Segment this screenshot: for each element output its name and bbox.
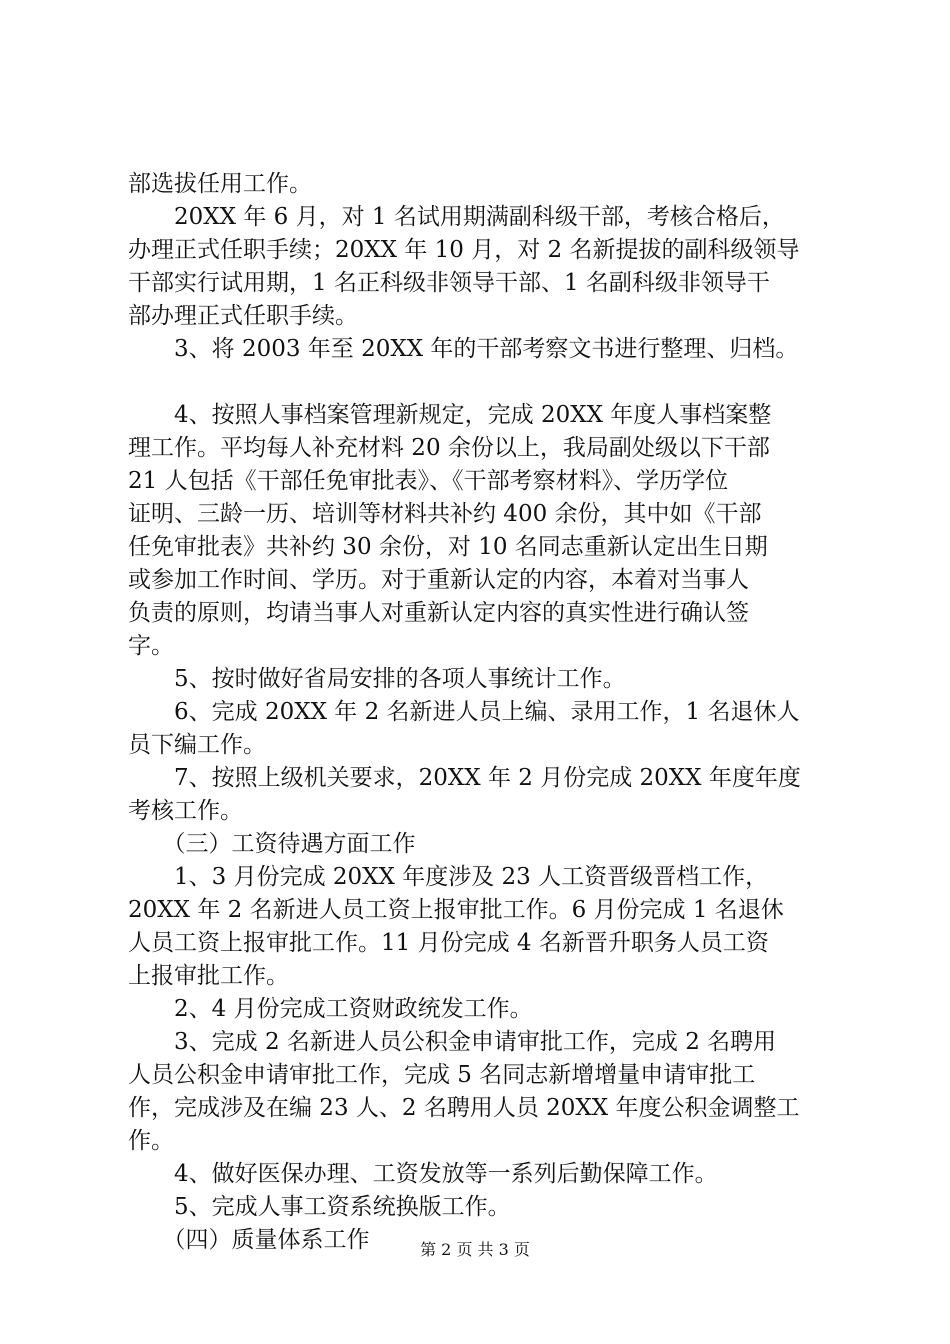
- text-line: 21 人包括《干部任免审批表》、《干部考察材料》、学历学位: [128, 468, 729, 494]
- text-line: 5、完成人事工资系统换版工作。: [128, 1194, 511, 1220]
- text-line: 考核工作。: [128, 798, 243, 824]
- text-line: 办理正式任职手续；20XX 年 10 月，对 2 名新提拔的副科级领导: [128, 237, 800, 263]
- text-line: 员下编工作。: [128, 732, 266, 758]
- text-line: 人员工资上报审批工作。11 月份完成 4 名新晋升职务人员工资: [128, 930, 769, 956]
- text-line: 理工作。平均每人补充材料 20 余份以上，我局副处级以下干部: [128, 435, 770, 461]
- text-line: 上报审批工作。: [128, 963, 289, 989]
- text-line: 部办理正式任职手续。: [128, 303, 358, 329]
- text-line: 1、3 月份完成 20XX 年度涉及 23 人工资晋级晋档工作，: [128, 864, 769, 890]
- text-line: 4、做好医保办理、工资发放等一系列后勤保障工作。: [128, 1161, 718, 1187]
- text-line: 作。: [128, 1128, 174, 1154]
- section-heading: （三）工资待遇方面工作: [128, 831, 416, 857]
- document-body: [128, 168, 838, 1257]
- page-number: 第 2 页 共 3 页: [420, 1240, 530, 1259]
- text-line: 负责的原则，均请当事人对重新认定内容的真实性进行确认签: [128, 600, 749, 626]
- text-line: 干部实行试用期，1 名正科级非领导干部、1 名副科级非领导干: [128, 270, 770, 296]
- text-line: 20XX 年 2 名新进人员工资上报审批工作。6 月份完成 1 名退休: [128, 897, 784, 923]
- text-line: 人员公积金申请审批工作，完成 5 名同志新增增量申请审批工: [128, 1062, 756, 1088]
- text-line: 3、完成 2 名新进人员公积金申请审批工作，完成 2 名聘用: [128, 1029, 777, 1055]
- text-line: 部选拔任用工作。: [128, 171, 312, 197]
- text-line: 2、4 月份完成工资财政统发工作。: [128, 996, 533, 1022]
- text-line: 作，完成涉及在编 23 人、2 名聘用人员 20XX 年度公积金调整工: [128, 1095, 800, 1121]
- text-line: 20XX 年 6 月，对 1 名试用期满副科级干部，考核合格后，: [128, 204, 785, 230]
- text-line: 字。: [128, 633, 174, 659]
- text-line: 6、完成 20XX 年 2 名新进人员上编、录用工作，1 名退休人: [128, 699, 800, 725]
- blank-line: [128, 366, 838, 399]
- text-line: 5、按时做好省局安排的各项人事统计工作。: [128, 666, 626, 692]
- section-heading: （四）质量体系工作: [128, 1227, 370, 1253]
- text-line: 任免审批表》共补约 30 余份，对 10 名同志重新认定出生日期: [128, 534, 768, 560]
- text-line: 3、将 2003 年至 20XX 年的干部考察文书进行整理、归档。: [128, 336, 799, 362]
- text-line: 7、按照上级机关要求，20XX 年 2 月份完成 20XX 年度年度: [128, 765, 801, 791]
- text-line: 证明、三龄一历、培训等材料共补约 400 余份，其中如《干部: [128, 501, 762, 527]
- text-line: 或参加工作时间、学历。对于重新认定的内容，本着对当事人: [128, 567, 749, 593]
- text-line: 4、按照人事档案管理新规定，完成 20XX 年度人事档案整: [128, 402, 772, 428]
